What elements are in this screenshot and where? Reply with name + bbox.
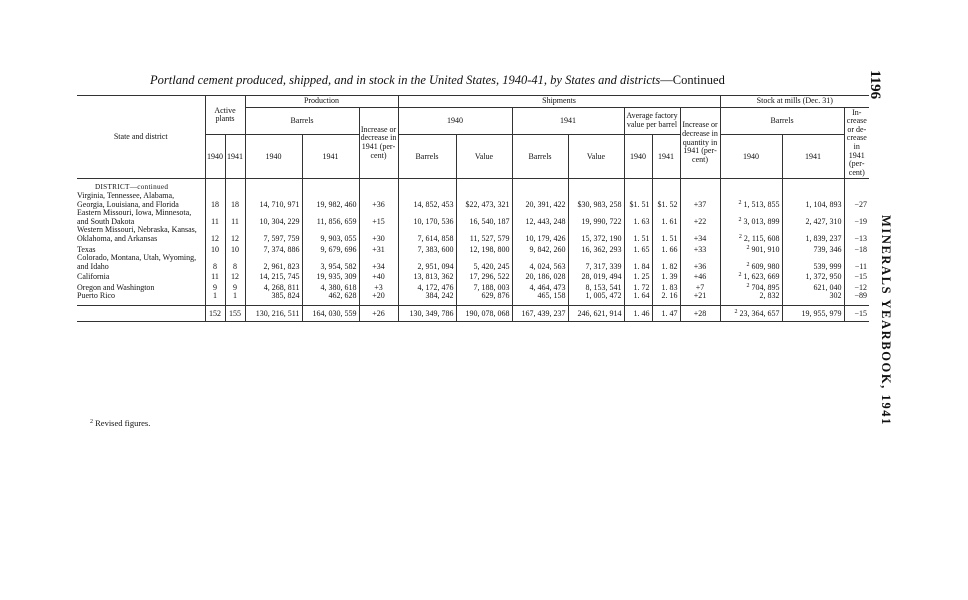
state-name: Western Missouri, Nebraska, Kansas, Oklahoma, and Arkansas [77,225,197,243]
cell-s41v: 16, 362, 293 [568,244,624,255]
header-shipments-1940: 1940 [398,107,512,135]
cell-s40v: 629, 876 [456,292,512,301]
cell-s41v: 8, 153, 541 [568,282,624,293]
cell-av41: 1. 39 [652,271,680,282]
cell-p40: 385, 824 [245,292,302,301]
revised-marker: 2 [738,233,742,240]
header-avg-1941: 1941 [652,135,680,179]
state-name: Eastern Missouri, Iowa, Minnesota, and South Dakota [77,208,192,226]
cell-stch: −15 [844,306,869,322]
cell-s40b: 130, 349, 786 [398,306,456,322]
cell-a40: 11 [205,271,225,282]
cell-stch: −19 [844,209,869,226]
cell-av41: 1. 66 [652,244,680,255]
cell-av40: 1. 84 [624,254,652,271]
cell-av40: 1. 63 [624,209,652,226]
cell-stch: −13 [844,226,869,243]
cell-a41: 9 [225,282,245,293]
cell-p41: 11, 856, 659 [302,209,359,226]
cell-av40: $1. 51 [624,192,652,209]
header-production-1940: 1940 [245,135,302,179]
cell-st41: 19, 955, 979 [782,306,844,322]
cell-av41: 1. 61 [652,209,680,226]
cell-s40b: 13, 813, 362 [398,271,456,282]
cell-st41: 302 [782,292,844,301]
cell-s40b: 384, 242 [398,292,456,301]
cell-st40: $^2$ 609, 980 [720,254,782,271]
cell-pch: +30 [359,226,398,243]
cell-av40: 1. 72 [624,282,652,293]
table-row [77,209,869,226]
header-average-value: Average factory value per barrel [624,107,680,135]
cell-sch: +28 [680,306,720,322]
cell-a40: 11 [205,209,225,226]
cell-st40: $^2$ 1, 513, 855 [720,192,782,209]
cell-sch: +34 [680,226,720,243]
cell-a41: 10 [225,244,245,255]
cell-s40v: 190, 078, 068 [456,306,512,322]
cell-p40: 130, 216, 511 [245,306,302,322]
cell-stch: −27 [844,192,869,209]
running-head: MINERALS YEARBOOK, 1941 [879,215,893,427]
cell-s40b: 2, 951, 094 [398,254,456,271]
cell-pch: +34 [359,254,398,271]
revised-marker: 2 [738,272,742,279]
table-title: Portland cement produced, shipped, and in stock in the United States, 1940-41, by States and districts—Continued [150,73,725,87]
page-number: 1196 [867,70,883,100]
cell-av41: 1. 83 [652,282,680,293]
district-label: DISTRICT—continued [95,183,169,192]
header-active-1941: 1941 [225,135,245,179]
header-stock-barrels: Barrels [720,107,844,135]
cell-s40v: 17, 296, 522 [456,271,512,282]
cell-s40v: $22, 473, 321 [456,192,512,209]
cell-s40v: 11, 527, 579 [456,226,512,243]
cell-st41: 1, 372, 950 [782,271,844,282]
cell-s40b: 7, 383, 600 [398,244,456,255]
cell-a41: 11 [225,209,245,226]
cell-st41: 1, 104, 893 [782,192,844,209]
cell-p41: 19, 935, 309 [302,271,359,282]
table-row [77,292,869,301]
footnote: $^2$ Revised figures. [90,418,151,428]
cell-p40: 14, 215, 745 [245,271,302,282]
header-production-barrels: Barrels [245,107,359,135]
revised-marker: 2 [746,282,750,289]
cell-s41v: $30, 983, 258 [568,192,624,209]
header-avg-1940: 1940 [624,135,652,179]
header-active-1940: 1940 [205,135,225,179]
cell-a41: 8 [225,254,245,271]
cell-s41b: 20, 186, 028 [512,271,568,282]
cell-sch: +46 [680,271,720,282]
cell-pch: +40 [359,271,398,282]
cell-st40: $^2$ 901, 910 [720,244,782,255]
cell-s41v: 7, 317, 339 [568,254,624,271]
cell-sch: +37 [680,192,720,209]
cell-p40: 7, 597, 759 [245,226,302,243]
cell-s41b: 4, 464, 473 [512,282,568,293]
cell-p41: 3, 954, 582 [302,254,359,271]
table-row [77,226,869,243]
cell-stch: −12 [844,282,869,293]
cell-pch: +31 [359,244,398,255]
header-active-plants: Active plants [205,96,245,135]
cell-p40: 14, 710, 971 [245,192,302,209]
cell-s41b: 167, 439, 237 [512,306,568,322]
cell-sch: +22 [680,209,720,226]
table-row [77,254,869,271]
cell-st41: 1, 839, 237 [782,226,844,243]
cell-pch: +36 [359,192,398,209]
revised-marker: 2 [738,216,742,223]
cell-a41: 18 [225,192,245,209]
cell-s41v: 19, 990, 722 [568,209,624,226]
cell-pch: +26 [359,306,398,322]
cell-st40: $^2$ 704, 895 [720,282,782,293]
cell-s41v: 15, 372, 190 [568,226,624,243]
header-stock-1940: 1940 [720,135,782,179]
state-name: Oregon and Washington [77,282,155,292]
header-production-increase: Increase or decrease in 1941 (percent) [359,107,398,179]
cell-st40: $^2$ 3, 013, 899 [720,209,782,226]
cell-pch: +3 [359,282,398,293]
cell-av40: 1. 25 [624,271,652,282]
cell-st41: 621, 040 [782,282,844,293]
cell-s40b: 4, 172, 476 [398,282,456,293]
cell-s41b: 4, 024, 563 [512,254,568,271]
header-ship40-value: Value [456,135,512,179]
cell-av40: 1. 46 [624,306,652,322]
total-row [77,306,869,322]
cell-av41: 1. 51 [652,226,680,243]
header-shipments: Shipments [398,96,720,108]
revised-marker: 2 [746,261,750,268]
state-name: Puerto Rico [77,291,115,301]
cell-sch: +7 [680,282,720,293]
header-stock: Stock at mills (Dec. 31) [720,96,869,108]
cell-s40b: 14, 852, 453 [398,192,456,209]
revised-marker: 2 [746,244,750,251]
header-ship41-barrels: Barrels [512,135,568,179]
cell-st40: $^2$ 2, 115, 608 [720,226,782,243]
state-name: Texas [77,244,96,254]
cell-a40: 1 [205,292,225,301]
cell-p41: 4, 380, 618 [302,282,359,293]
cell-st41: 739, 346 [782,244,844,255]
revised-marker: 2 [738,199,742,206]
cell-s40b: 7, 614, 858 [398,226,456,243]
cell-s41b: 12, 443, 248 [512,209,568,226]
cell-sch: +21 [680,292,720,301]
cell-st40: $^2$ 23, 364, 657 [720,306,782,322]
cell-a41: 155 [225,306,245,322]
header-production-1941: 1941 [302,135,359,179]
cell-a41: 12 [225,226,245,243]
cell-s41v: 246, 621, 914 [568,306,624,322]
cement-table [77,95,869,322]
cell-s41v: 28, 019, 494 [568,271,624,282]
cell-stch: −18 [844,244,869,255]
cell-av41: 1. 82 [652,254,680,271]
cell-pch: +20 [359,292,398,301]
cell-av40: 1. 64 [624,292,652,301]
header-production: Production [245,96,398,108]
revised-marker: 2 [734,309,738,316]
cell-a40: 18 [205,192,225,209]
header-ship40-barrels: Barrels [398,135,456,179]
header-ship41-value: Value [568,135,624,179]
cell-av41: $1. 52 [652,192,680,209]
table-row [77,282,869,293]
cell-st41: 2, 427, 310 [782,209,844,226]
cell-p40: 7, 374, 886 [245,244,302,255]
cell-s41v: 1, 005, 472 [568,292,624,301]
cell-st40: $^2$ 1, 623, 669 [720,271,782,282]
cell-stch: −89 [844,292,869,301]
cell-a41: 12 [225,271,245,282]
cell-stch: −11 [844,254,869,271]
cell-s41b: 465, 158 [512,292,568,301]
cell-av41: 1. 47 [652,306,680,322]
cell-a40: 9 [205,282,225,293]
cell-s40v: 5, 420, 245 [456,254,512,271]
state-name: California [77,272,110,282]
cell-stch: −15 [844,271,869,282]
cell-a41: 1 [225,292,245,301]
cell-p40: 2, 961, 823 [245,254,302,271]
total-label [77,306,205,322]
table-row [77,192,869,209]
state-name: Colorado, Montana, Utah, Wyoming, and Idaho [77,253,197,271]
cell-a40: 10 [205,244,225,255]
cell-s40v: 12, 198, 800 [456,244,512,255]
header-shipments-increase: Increase or decrease in quantity in 1941 (percent) [680,107,720,179]
cell-p40: 10, 304, 229 [245,209,302,226]
cell-s40v: 7, 188, 003 [456,282,512,293]
cell-a40: 152 [205,306,225,322]
cell-pch: +15 [359,209,398,226]
cell-p41: 462, 628 [302,292,359,301]
cell-s40b: 10, 170, 536 [398,209,456,226]
state-name: Virginia, Tennessee, Alabama, Georgia, Louisiana, and Florida [77,190,179,209]
cell-a40: 8 [205,254,225,271]
header-stock-1941: 1941 [782,135,844,179]
cell-s41b: 20, 391, 422 [512,192,568,209]
cell-sch: +36 [680,254,720,271]
cell-p41: 19, 982, 460 [302,192,359,209]
cell-a40: 12 [205,226,225,243]
cell-s41b: 9, 842, 260 [512,244,568,255]
header-stock-increase: Increase or decrease in 1941 (percent) [844,107,869,179]
cell-p40: 4, 268, 811 [245,282,302,293]
cell-st41: 539, 999 [782,254,844,271]
header-state: State and district [77,96,205,179]
cell-av41: 2. 16 [652,292,680,301]
cell-p41: 164, 030, 559 [302,306,359,322]
header-shipments-1941: 1941 [512,107,624,135]
cell-s41b: 10, 179, 426 [512,226,568,243]
table-row [77,271,869,282]
cell-st40: 2, 832 [720,292,782,301]
cell-p41: 9, 903, 055 [302,226,359,243]
cell-av40: 1. 51 [624,226,652,243]
cell-av40: 1. 65 [624,244,652,255]
cell-s40v: 16, 540, 187 [456,209,512,226]
cell-p41: 9, 679, 696 [302,244,359,255]
cell-sch: +33 [680,244,720,255]
